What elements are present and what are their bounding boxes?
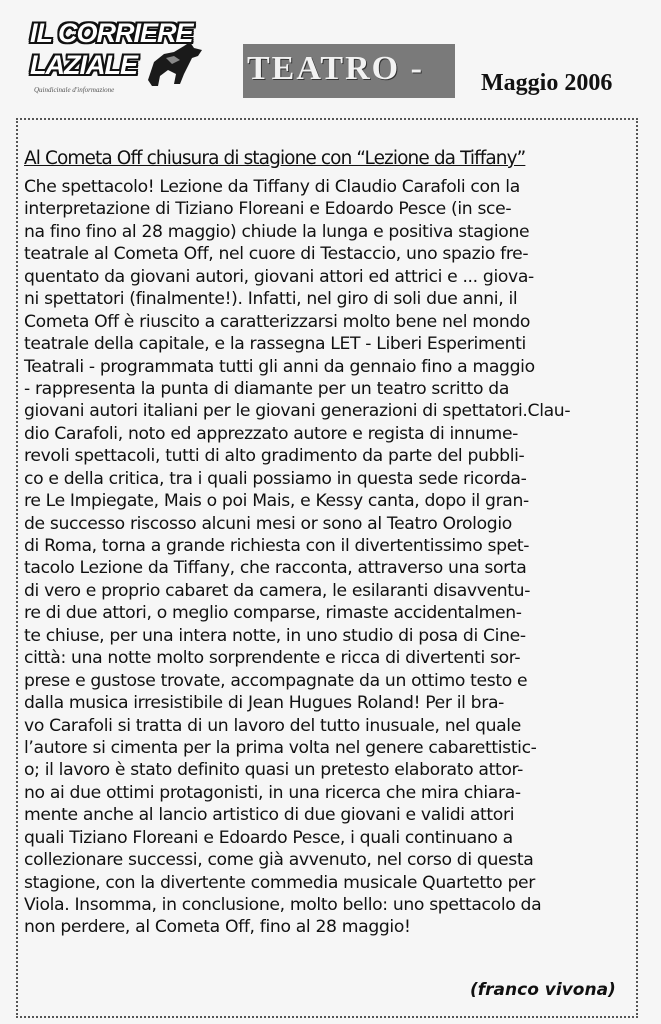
article-line: na fino fino al 28 maggio) chiude la lunga e positiva stagione	[24, 221, 530, 242]
article-line: collezionare successi, come già avvenuto, nel corso di questa	[24, 850, 534, 871]
article-line: mente anche al lancio artistico di due giovani e validi attori	[24, 805, 515, 826]
article-line: di Roma, torna a grande richiesta con il divertentissimo spet-	[24, 536, 530, 556]
article-line: stagione, con la divertente commedia musicale Quartetto per	[24, 872, 535, 893]
article-line: di vero e proprio cabaret da camera, le esilaranti disavventu-	[24, 580, 531, 601]
article-line: de successo riscosso alcuni mesi or sono al Teatro Orologio	[24, 513, 512, 534]
article-line: no ai due ottimi protagonisti, in una ricerca che mira chiara-	[24, 782, 521, 803]
newspaper-logo	[10, 12, 224, 102]
she-wolf-icon	[144, 40, 206, 88]
article-line: dio Carafoli, noto ed apprezzato autore e regista di innume-	[24, 423, 519, 444]
article-line: città: una notte molto sorprendente e ricca di divertenti sor-	[24, 648, 521, 669]
article-signature: (franco vivona)	[470, 980, 616, 1000]
article-line: tacolo Lezione da Tiffany, che racconta, attraverso una sorta	[24, 558, 527, 579]
article-line: Viola. Insomma, in conclusione, molto bello: uno spettacolo da	[24, 895, 542, 915]
article-line: re di due attori, o meglio comparse, rimaste accidentalmen-	[24, 603, 522, 624]
article-body	[24, 176, 624, 939]
newspaper-header	[0, 0, 661, 112]
section-banner	[243, 44, 455, 98]
section-title: TEATRO -	[247, 50, 424, 87]
article-line: interpretazione di Tiziano Floreani e Edoardo Pesce (in sce-	[24, 199, 512, 220]
issue-date: Maggio 2006	[481, 70, 613, 96]
article-line: vo Carafoli si tratta di un lavoro del tutto inusuale, nel quale	[24, 715, 521, 736]
article-line: dalla musica irresistibile di Jean Hugues Roland! Per il bra-	[24, 693, 504, 714]
article-line: - rappresenta la punta di diamante per un teatro scritto da	[24, 378, 510, 399]
logo-line-1: IL CORRIERE	[30, 18, 193, 48]
article-line: ni spettatori (finalmente!). Infatti, nel giro di soli due anni, il	[24, 289, 518, 310]
article-line: te chiuse, per una intera notte, in uno studio di posa di Cine-	[24, 625, 526, 646]
article-line: Che spettacolo! Lezione da Tiffany di Claudio Carafoli con la	[24, 177, 520, 197]
article-headline: Al Cometa Off chiusura di stagione con “Lezione da Tiffany”	[24, 148, 526, 169]
article-line: o; il lavoro è stato definito quasi un pretesto elaborato attor-	[24, 760, 523, 781]
article-line: prese e gustose trovate, accompagnate da un ottimo testo e	[24, 670, 528, 691]
article-line: Teatrali - programmata tutti gli anni da gennaio fino a maggio	[24, 356, 535, 377]
logo-tagline: Quindicinale d'informazione	[34, 86, 115, 94]
article-line: giovani autori italiani per le giovani generazioni di spettatori.Clau-	[24, 401, 571, 422]
article-line: quali Tiziano Floreani e Edoardo Pesce, i quali continuano a	[24, 827, 513, 848]
article-line: revoli spettacoli, tutti di alto gradimento da parte del pubbli-	[24, 446, 525, 467]
article-line: re Le Impiegate, Mais o poi Mais, e Kessy canta, dopo il gran-	[24, 491, 529, 512]
article-line: Cometa Off è riuscito a caratterizzarsi molto bene nel mondo	[24, 311, 531, 332]
article-line: teatrale della capitale, e la rassegna LET - Liberi Esperimenti	[24, 334, 526, 355]
article-line: co e della critica, tra i quali possiamo in questa sede ricorda-	[24, 468, 527, 489]
article-line: teatrale al Cometa Off, nel cuore di Testaccio, uno spazio fre-	[24, 244, 529, 265]
logo-line-2: LAZIALE	[30, 50, 137, 80]
article-line: quentato da giovani autori, giovani attori ed attrici e ... giova-	[24, 266, 534, 287]
article-line: l’autore si cimenta per la prima volta nel genere cabarettistic-	[24, 737, 537, 758]
article-line: non perdere, al Cometa Off, fino al 28 maggio!	[24, 917, 411, 938]
